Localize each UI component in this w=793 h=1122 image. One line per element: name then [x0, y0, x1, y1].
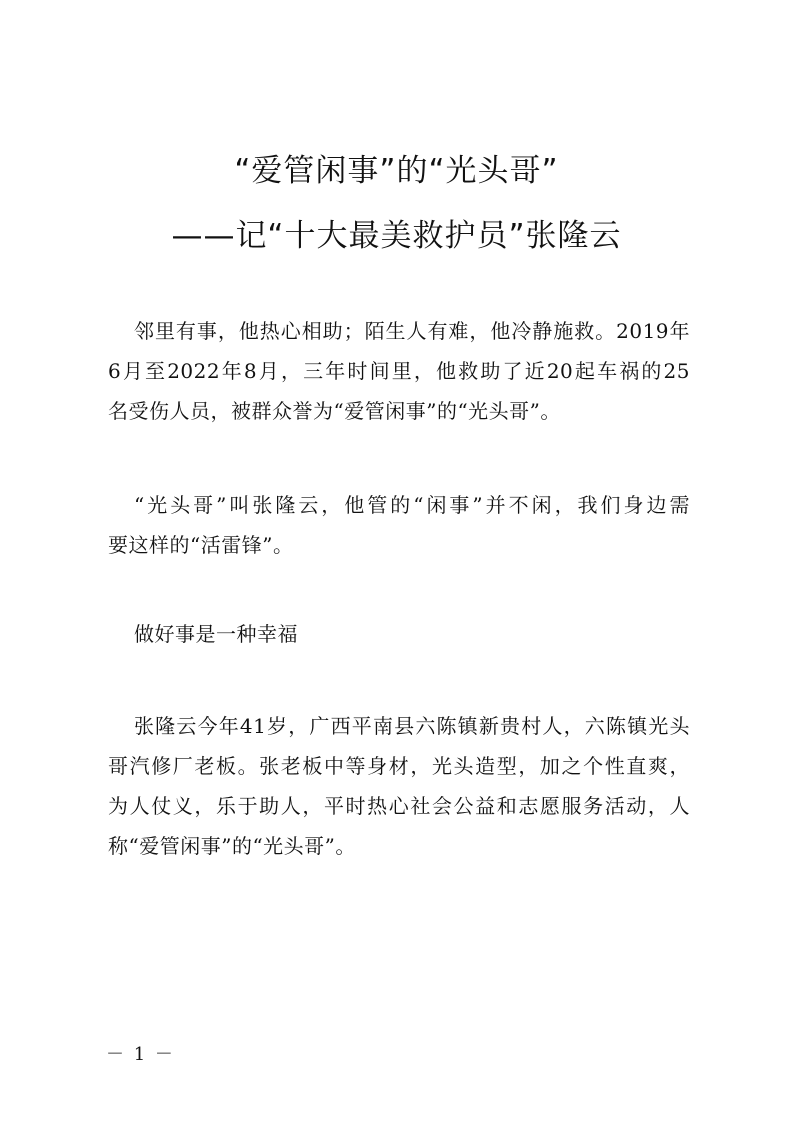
paragraph-line: 哥汽修厂老板。张老板中等身材，光头造型，加之个性直爽， [108, 754, 690, 778]
paragraph-intro [108, 311, 690, 431]
page-number: － 1 － [106, 1044, 175, 1065]
document-subtitle: ——记“十大最美救护员”张隆云 [171, 218, 622, 254]
paragraph-line: 邻里有事，他热心相助；陌生人有难，他冷静施救。2019年 [134, 319, 690, 343]
paragraph-line: 要这样的“活雷锋”。 [108, 533, 294, 557]
paragraph-line: 称“爱管闲事”的“光头哥”。 [108, 834, 356, 858]
paragraph-line: 6月至2022年8月，三年时间里，他救助了近20起车祸的25 [108, 359, 690, 383]
document-title: “爱管闲事”的“光头哥” [234, 153, 559, 189]
section-heading-text: 做好事是一种幸福 [134, 622, 298, 646]
paragraph-line: “光头哥”叫张隆云，他管的“闲事”并不闲，我们身边需 [134, 493, 690, 517]
paragraph-profile [108, 706, 690, 866]
section-heading [108, 614, 690, 654]
paragraph-line: 名受伤人员，被群众誉为“爱管闲事”的“光头哥”。 [108, 399, 561, 423]
paragraph-line: 张隆云今年41岁，广西平南县六陈镇新贵村人，六陈镇光头 [134, 714, 690, 738]
paragraph-line: 为人仗义，乐于助人，平时热心社会公益和志愿服务活动，人 [108, 794, 690, 818]
paragraph-summary [108, 485, 690, 565]
